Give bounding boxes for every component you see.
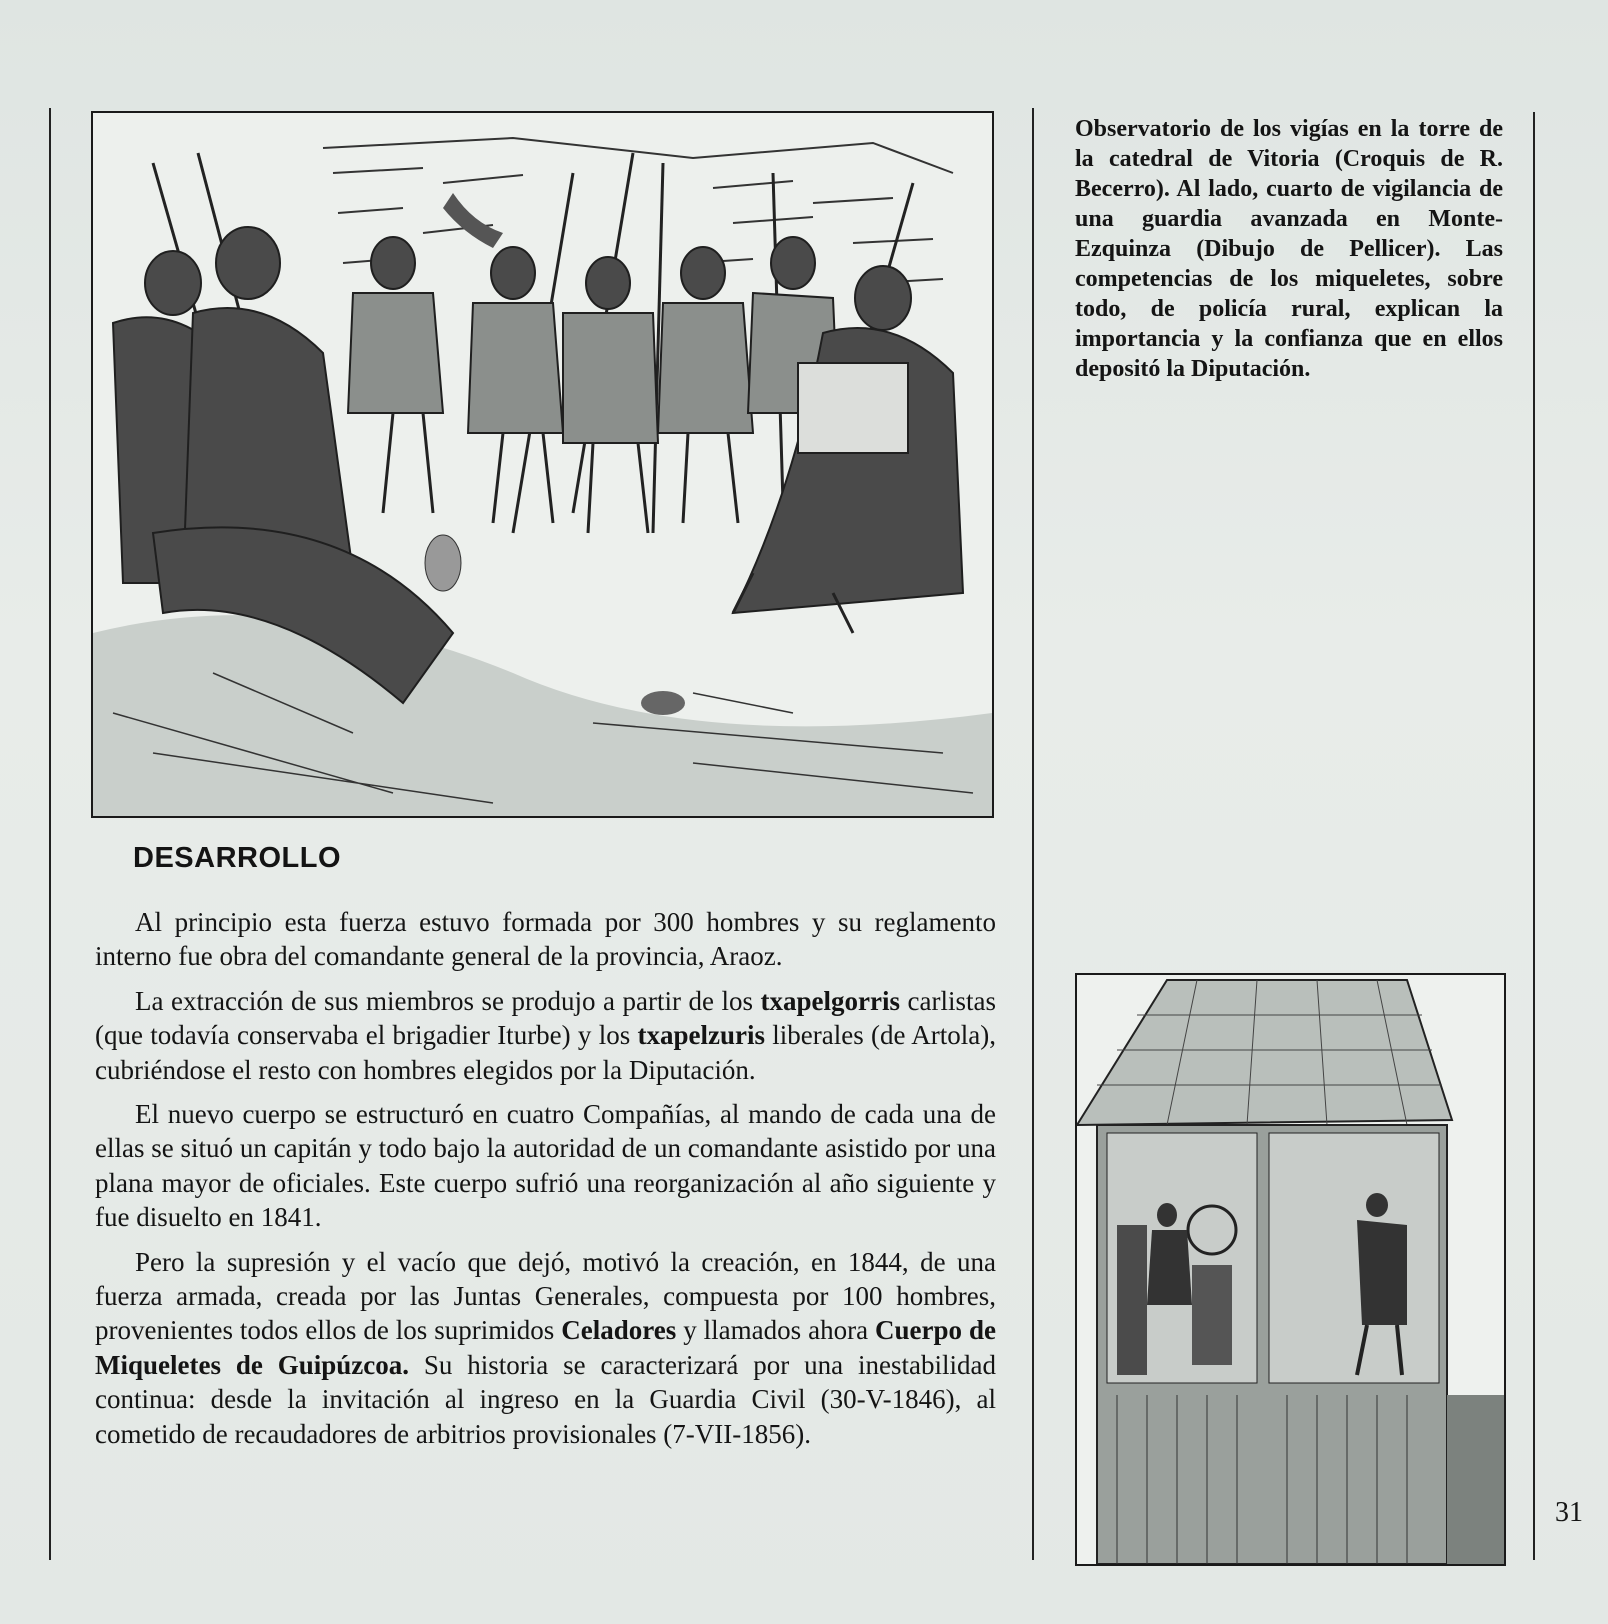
paragraph-2: La extracción de sus miembros se produjo a partir de los txapelgorris carlistas (que todavía conservaba el brigadier Iturbe) y los txapelzuris liberales (de Artola), cubriéndose el resto con hombres elegidos por la Diputación. <box>95 985 996 1085</box>
section-title: DESARROLLO <box>133 842 341 874</box>
paragraph-4: Pero la supresión y el vacío que dejó, motivó la creación, en 1844, de una fuerza armada, creada por las Juntas Generales, compuesta por 100 hombres, provenientes todos ellos de los suprimidos Celadores y llamados ahora Cuerpo de Miqueletes de Guipúzcoa. Su historia se caracterizará por una inestabilidad continua: desde la invitación al ingreso en la Guardia Civil (30-V-1846), al cometido de recaudadores de arbitrios provisionales (7-VII-1856). <box>95 1246 996 1449</box>
left-margin-rule <box>49 108 51 1560</box>
guard-room-illustration <box>91 111 994 818</box>
watchtower-illustration <box>1075 973 1506 1566</box>
body-text <box>95 905 996 1461</box>
right-margin-rule <box>1533 112 1535 1560</box>
watchtower-engraving <box>1077 975 1504 1564</box>
page-number: 31 <box>1555 1497 1583 1528</box>
illustration-caption: Observatorio de los vigías en la torre de la catedral de Vitoria (Croquis de R. Becerro). Al lado, cuarto de vigilancia de una guardia avanzada en Monte-Ezquinza (Dibujo de Pellicer). Las competencias de los miqueletes, sobre todo, de policía rural, explican la importancia y la confianza que en ellos depositó la Diputación. <box>1075 116 1503 382</box>
paragraph-1: Al principio esta fuerza estuvo formada por 300 hombres y su reglamento interno fue obra del comandante general de la provincia, Araoz. <box>95 907 996 972</box>
paragraph-3: El nuevo cuerpo se estructuró en cuatro Compañías, al mando de cada una de ellas se situó un capitán y todo bajo la autoridad de un comandante asistido por una plana mayor de oficiales. Este cuerpo sufrió una reorganización al año siguiente y fue disuelto en 1841. <box>95 1099 996 1233</box>
column-divider-rule <box>1032 108 1034 1560</box>
guard-room-engraving <box>93 113 992 816</box>
